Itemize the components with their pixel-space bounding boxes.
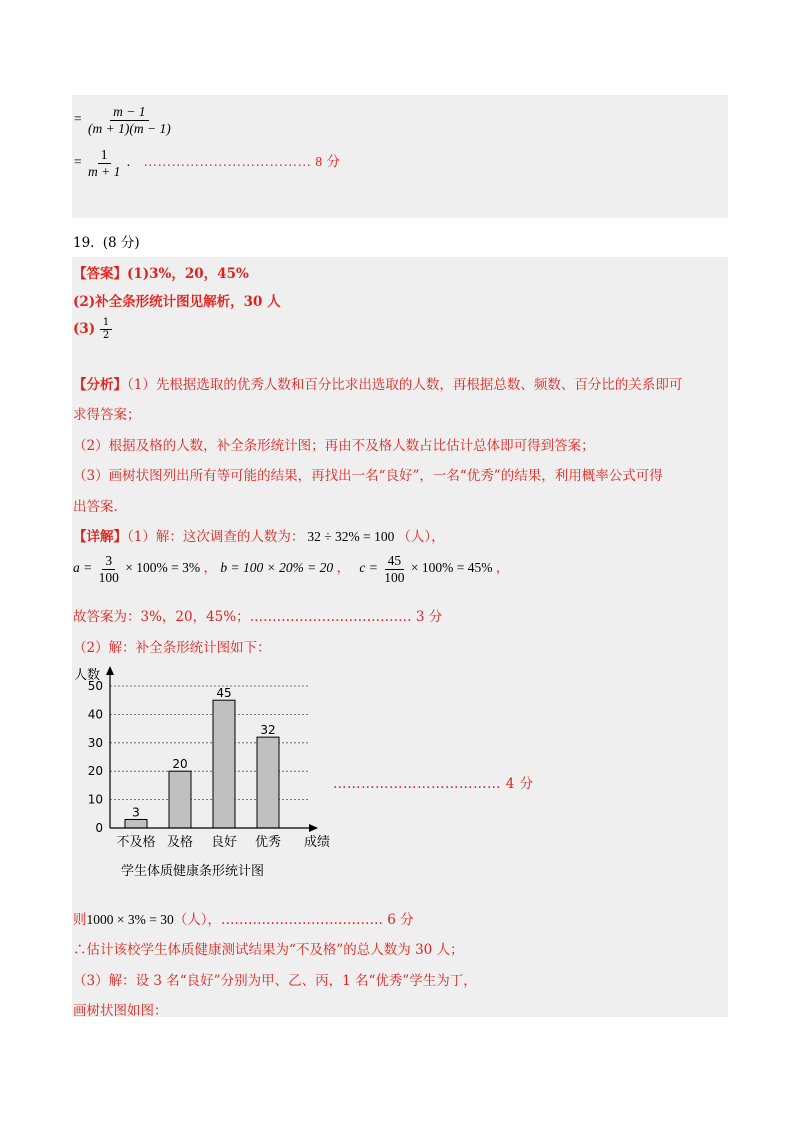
then-prefix: 则 <box>73 912 87 928</box>
answer-part1: (1)3%，20，45% <box>127 266 249 282</box>
detail-unit-1: （人）， <box>397 529 445 545</box>
chart-title: 学生体质健康条形统计图 <box>121 864 265 879</box>
then-math: 1000 × 3% = 30 <box>86 912 174 927</box>
analysis-line-4: （3）画树状图列出所有等可能的结果，再找出一名“良好”，一名“优秀”的结果，利用概率公式可得 <box>73 468 663 484</box>
analysis-line-5: 出答案. <box>73 499 118 515</box>
answer-part3-prefix: (3) <box>73 321 96 337</box>
c-fraction <box>381 553 407 585</box>
answer-part3-den: 2 <box>102 329 110 341</box>
answer-part3-fraction <box>100 317 112 341</box>
x-tick-label-0: 不及格 <box>116 835 156 850</box>
detail-then-line <box>73 908 414 928</box>
analysis-line-3: （2）根据及格的人数，补全条形统计图；再由不及格人数占比估计总体即可得到答案； <box>73 438 595 454</box>
answer-line-1 <box>73 262 249 282</box>
eq1-denominator: (m + 1)(m − 1) <box>88 120 171 136</box>
detail-abc-line <box>73 553 509 585</box>
y-tick-label-10: 10 <box>87 792 103 807</box>
c-rhs: × 100% = 45% <box>410 560 493 576</box>
c-num: 45 <box>385 553 405 570</box>
sep-3: ， <box>495 560 510 576</box>
b-expression: b = 100 × 20% = 20 <box>220 560 334 576</box>
analysis-line-1 <box>73 373 682 393</box>
score-8: ……………………………… 8 分 <box>143 154 341 170</box>
bar-0 <box>125 819 147 828</box>
bar-3 <box>257 737 279 828</box>
equation-line-2 <box>74 147 340 179</box>
eq2-prefix: = <box>74 154 82 170</box>
y-tick-label-50: 50 <box>87 679 103 693</box>
bar-value-label-1: 20 <box>172 757 188 772</box>
y-tick-label-40: 40 <box>87 707 103 722</box>
analysis-tag: 【分析】 <box>73 377 127 393</box>
a-lhs: a = <box>73 560 93 576</box>
detail-answer-line: 故答案为：3%，20，45%；……………………………… 3 分 <box>73 609 443 625</box>
a-den: 100 <box>98 569 119 585</box>
bar-value-label-2: 45 <box>216 686 232 701</box>
y-tick-label-30: 30 <box>87 735 103 750</box>
a-num: 3 <box>102 553 115 570</box>
sep-1: ， <box>203 560 217 576</box>
detail-conclusion: ∴估计该校学生体质健康测试结果为“不及格”的总人数为 30 人； <box>73 942 464 958</box>
c-lhs: c = <box>359 560 378 576</box>
x-tick-label-3: 优秀 <box>254 835 282 850</box>
sep-2: ， <box>336 560 351 576</box>
eq2-period: . <box>126 154 131 170</box>
bar-2 <box>213 700 235 828</box>
answer-tag: 【答案】 <box>73 266 127 282</box>
question-header <box>73 231 140 251</box>
detail-math-1: 32 ÷ 32% = 100 <box>307 529 395 544</box>
y-tick-label-20: 20 <box>87 764 103 779</box>
analysis-text-1: （1）先根据选取的优秀人数和百分比求出选取的人数，再根据总数、频数、百分比的关系即可 <box>127 377 683 393</box>
eq2-numerator: 1 <box>98 147 111 164</box>
eq2-fraction <box>85 147 123 179</box>
then-rest: （人），……………………………… 6 分 <box>173 912 414 928</box>
detail-text-1: （1）解：这次调查的人数为： <box>127 529 305 545</box>
bar-value-label-0: 3 <box>132 805 140 820</box>
x-tick-label-2: 良好 <box>210 835 238 850</box>
detail-line-1 <box>73 525 445 545</box>
equation-line-1 <box>74 104 174 136</box>
answer-line-2: (2)补全条形统计图见解析，30 人 <box>73 294 281 310</box>
score-4: ……………………………… 4 分 <box>333 776 534 792</box>
eq2-denominator: m + 1 <box>88 163 121 179</box>
question-number: 19. <box>73 235 95 251</box>
answer-line-3 <box>73 317 112 341</box>
c-den: 100 <box>384 569 405 585</box>
x-axis-arrow <box>309 824 318 832</box>
y-axis-arrow <box>106 666 114 675</box>
bar-chart <box>72 658 342 880</box>
detail-part2-line: （2）解：补全条形统计图如下： <box>73 640 271 656</box>
answer-part3-num: 1 <box>100 317 112 330</box>
chart-ylabel: 人数 <box>74 668 101 683</box>
detail-tag: 【详解】 <box>73 529 127 545</box>
eq1-fraction <box>85 104 174 136</box>
y-tick-label-0: 0 <box>95 821 103 835</box>
a-fraction <box>96 553 122 585</box>
bar-value-label-3: 32 <box>260 723 276 738</box>
analysis-line-2: 求得答案； <box>73 407 141 423</box>
detail-tree-line: 画树状图如图： <box>73 1003 168 1019</box>
eq1-prefix: = <box>74 111 82 127</box>
x-tick-label-1: 及格 <box>166 835 194 850</box>
eq1-numerator: m − 1 <box>110 104 148 121</box>
detail-part3-line: （3）解：设 3 名“良好”分别为甲、乙、丙，1 名“优秀”学生为丁， <box>73 973 477 989</box>
question-points: (8 分) <box>102 235 140 251</box>
bar-1 <box>169 771 191 828</box>
a-rhs: × 100% = 3% <box>125 560 201 576</box>
chart-xlabel: 成绩 <box>304 835 331 850</box>
